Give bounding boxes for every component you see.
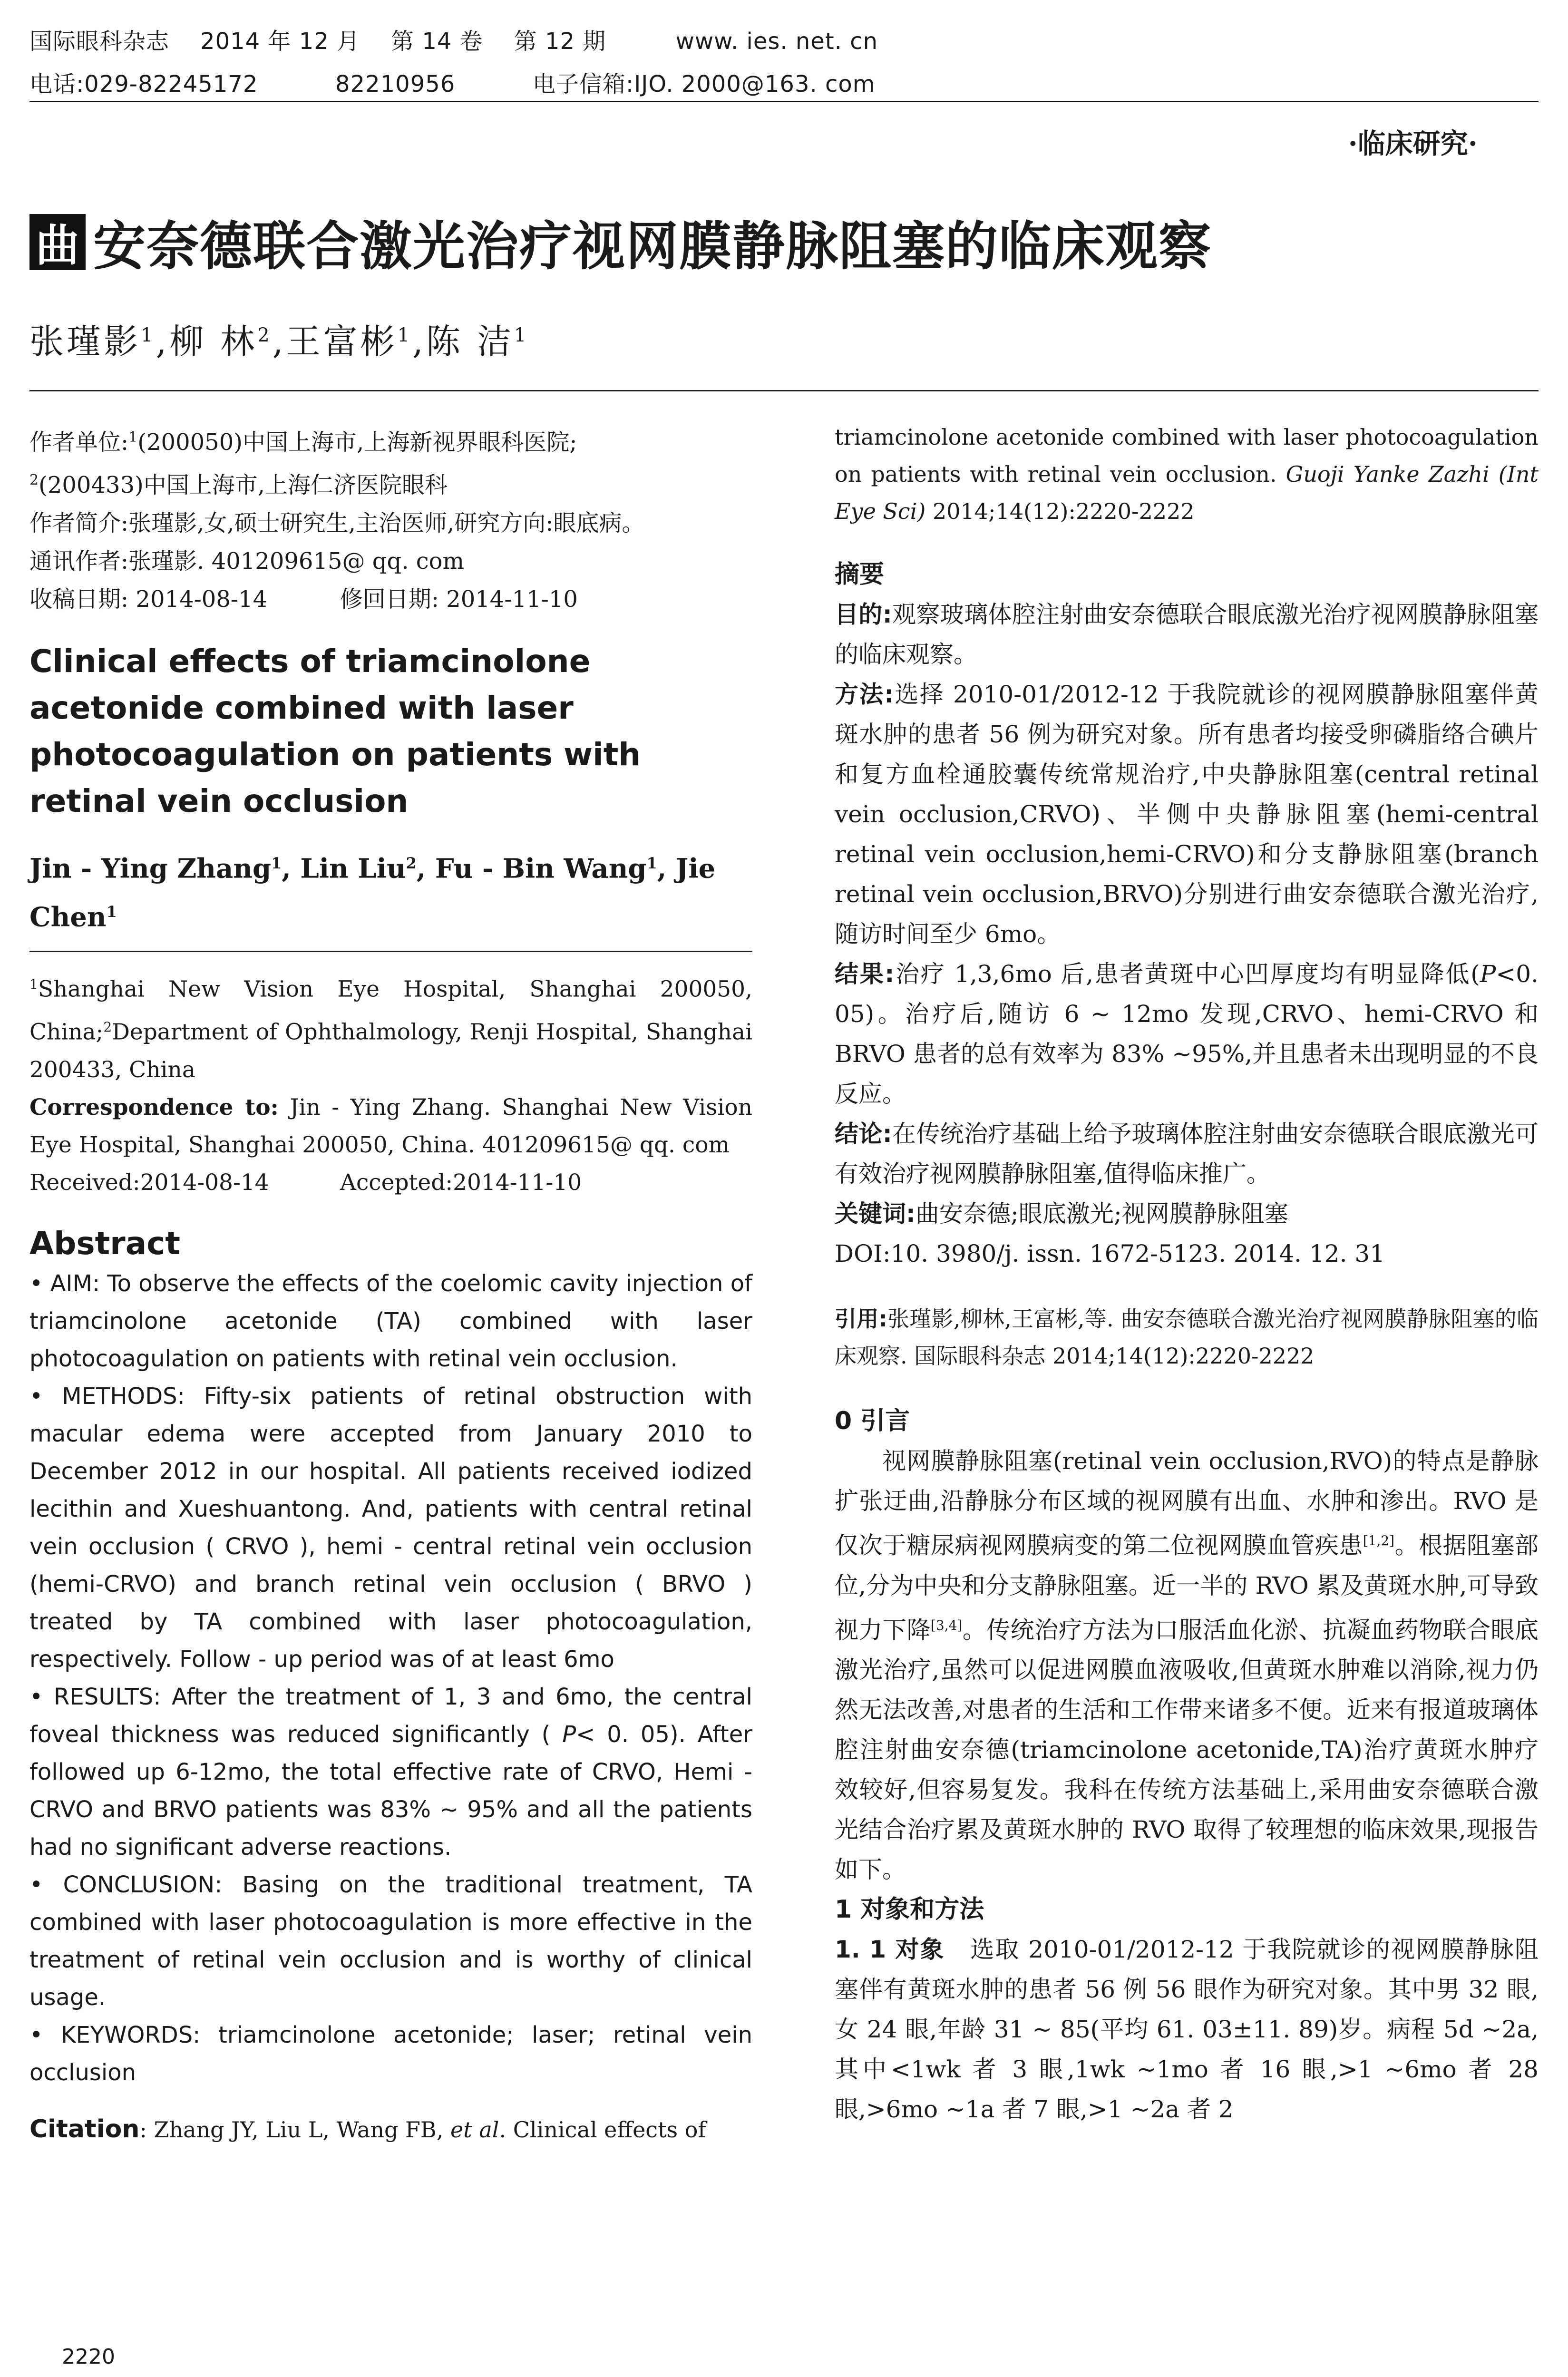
authors-divider [29, 390, 1539, 391]
author-sup: 1 [397, 324, 413, 346]
title-text: 安奈德联合激光治疗视网膜静脉阻塞的临床观察 [93, 216, 1212, 277]
correspondence-en: Correspondence to: Jin - Ying Zhang. Shanghai New Vision Eye Hospital, Shanghai 200050, China. 401209615@ qq. com [29, 1094, 753, 1158]
abstract-cn-conclusion: 结论:在传统治疗基础上给予玻璃体腔注射曲安奈德联合眼底激光可有效治疗视网膜静脉阻塞,值得临床推广。 [835, 1120, 1539, 1188]
author-sup: 2 [257, 324, 273, 346]
abstract-conclusion: • CONCLUSION: Basing on the traditional treatment, TA combined with laser photocoagulation is more effective in the treatment of retinal vein occlusion and is worthy of clinical usage. [29, 1871, 752, 2011]
author-name: ,王富彬 [272, 321, 398, 361]
citation-continued: triamcinolone acetonide combined with laser photocoagulation on patients with retinal vein occlusion. Guoji Yanke Zazhi (Int Eye Sci) 2014;14(12):2220-2222 [835, 424, 1539, 524]
section-tag: ·临床研究· [1348, 127, 1478, 160]
intro-paragraph: 视网膜静脉阻塞(retinal vein occlusion,RVO)的特点是静脉扩张迂曲,沿静脉分布区域的视网膜有出血、水肿和渗出。RVO 是仅次于糖尿病视网膜病变的第二位视网膜血管疾患[1,2]。根据阻塞部位,分为中央和分支静脉阻塞。近一半的 RVO 累及黄斑水肿,可导致视力下降[3,4]。传统治疗方法为口服活血化淤、抗凝血药物联合眼底激光治疗,虽然可以促进网膜血液吸收,但黄斑水肿难以消除,视力仍然无法改善,对患者的生活和工作带来诸多不便。近来有报道玻璃体腔注射曲安奈德(triamcinolone acetonide,TA)治疗黄斑水肿疗效较好,但容易复发。我科在传统方法基础上,采用曲安奈德联合激光结合治疗累及黄斑水肿的 RVO 取得了较理想的临床效果,现报告如下。 [835, 1447, 1539, 1884]
author-bio: 作者简介:张瑾影,女,硕士研究生,主治医师,研究方向:眼底病。 [29, 510, 645, 536]
journal-header-line1: 国际眼科杂志 2014 年 12 月 第 14 卷 第 12 期 www. ies. net. cn [29, 28, 878, 55]
abstract-methods: • METHODS: Fifty-six patients of retinal obstruction with macular edema were accepted from January 2010 to December 2012 in our hospital. All patients received iodized lecithin and Xueshuantong. And, patients with central retinal vein occlusion ( CRVO ), hemi - central retinal vein occlusion (hemi-CRVO) and branch retinal vein occlusion ( BRVO ) treated by TA combined with laser photocoagulation, respectively. Follow - up period was of at least 6mo [29, 1383, 752, 1673]
author-meta [29, 419, 752, 618]
received-dates: 收稿日期: 2014-08-14 修回日期: 2014-11-10 [29, 586, 578, 613]
author-sup: 1 [514, 324, 529, 346]
article-title [29, 205, 1212, 280]
abstract-aim: • AIM: To observe the effects of the coelomic cavity injection of triamcinolone acetonide (TA) combined with laser photocoagulation on patients with retinal vein occlusion. [29, 1270, 752, 1372]
affiliation-text: $^1$Shanghai New Vision Eye Hospital, Shanghai 200050, China;$^2$Department of Ophthalmology, Renji Hospital, Shanghai 200433, China [29, 976, 752, 1083]
page-number: 2220 [62, 2345, 115, 2369]
author-name: ,陈 洁 [412, 321, 514, 361]
abstract-cn-keywords: 关键词:曲安奈德;眼底激光;视网膜静脉阻塞 [835, 1200, 1288, 1227]
english-title: Clinical effects of triamcinolone acetonide combined with laser photocoagulation on patients with retinal vein occlusion [29, 643, 641, 819]
unit-line-2: $^2$(200433)中国上海市,上海仁济医院眼科 [29, 472, 448, 498]
author-name: ,柳 林 [156, 321, 258, 361]
english-authors-divider [29, 951, 752, 952]
abstract-results: • RESULTS: After the treatment of 1, 3 and 6mo, the central foveal thickness was reduced significantly ( P< 0. 05). After followed up 6-12mo, the total effective rate of CRVO, Hemi - CRVO and BRVO patients was 83% ~ 95% and all the patients had no significant adverse reactions. [29, 1683, 752, 1861]
author-sup: 1 [141, 324, 156, 346]
abstract-cn-aim: 目的:观察玻璃体腔注射曲安奈德联合眼底激光治疗视网膜静脉阻塞的临床观察。 [835, 601, 1539, 668]
abstract-keywords: • KEYWORDS: triamcinolone acetonide; laser; retinal vein occlusion [29, 2021, 752, 2086]
abstract-cn-methods: 方法:选择 2010-01/2012-12 于我院就诊的视网膜静脉阻塞伴黄斑水肿的患者 56 例为研究对象。所有患者均接受卵磷脂络合碘片和复方血栓通胶囊传统常规治疗,中央静脉阻塞(central retinal vein occlusion,CRVO)、半侧中央静脉阻塞(hemi-central retinal vein occlusion,hemi-CRVO)和分支静脉阻塞(branch retinal vein occlusion,BRVO)分别进行曲安奈德联合激光治疗,随访时间至少 6mo。 [835, 681, 1539, 948]
doi: DOI:10. 3980/j. issn. 1672-5123. 2014. 12. 31 [835, 1240, 1385, 1267]
abstract-body [29, 1265, 752, 2092]
journal-header-line2: 电话:029-82245172 82210956 电子信箱:IJO. 2000@163. com [29, 71, 876, 97]
citation-en: Citation: Zhang JY, Liu L, Wang FB, et al. Clinical effects of [29, 2114, 706, 2143]
abstract-heading: Abstract [29, 1225, 180, 1262]
title-glyph-icon: 曲 [29, 214, 86, 270]
english-authors: Jin - Ying Zhang$^1$, Lin Liu$^2$, Fu - Bin Wang$^1$, Jie Chen$^1$ [29, 853, 716, 933]
corresponding-author: 通讯作者:张瑾影. 401209615@ qq. com [29, 548, 465, 575]
right-column [835, 419, 1546, 2129]
citation-cn: 引用:张瑾影,柳林,王富彬,等. 曲安奈德联合激光治疗视网膜静脉阻塞的临床观察. 国际眼科杂志 2014;14(12):2220-2222 [835, 1306, 1539, 1369]
unit-line-1: 作者单位:$^1$(200050)中国上海市,上海新视界眼科医院; [29, 429, 577, 456]
abstract-cn-results: 结果:治疗 1,3,6mo 后,患者黄斑中心凹厚度均有明显降低(P<0. 05)。治疗后,随访 6 ~ 12mo 发现,CRVO、hemi-CRVO 和 BRVO 患者的总有效率为 83% ~95%,并且患者未出现明显的不良反应。 [835, 960, 1539, 1108]
authors-cn [29, 314, 529, 363]
english-affiliations [29, 965, 752, 1201]
header-divider [29, 101, 1539, 102]
author-name: 张瑾影 [29, 321, 141, 361]
intro-heading: 0 引言 [835, 1407, 910, 1435]
methods-heading: 1 对象和方法 [835, 1895, 984, 1924]
received-accepted: Received:2014-08-14 Accepted:2014-11-10 [29, 1169, 582, 1196]
methods-subjects: 1. 1 对象 选取 2010-01/2012-12 于我院就诊的视网膜静脉阻塞伴有黄斑水肿的患者 56 例 56 眼作为研究对象。其中男 32 眼,女 24 眼,年龄 31 ~ 85(平均 61. 03±11. 89)岁。病程 5d ~2a,其中<1wk 者 3 眼,1wk ~1mo 者 16 眼,>1 ~6mo 者 28 眼,>6mo ~1a 者 7 眼,>1 ~2a 者 2 [835, 1936, 1546, 2124]
left-column [29, 419, 752, 2149]
abstract-cn-heading: 摘要 [835, 560, 885, 589]
